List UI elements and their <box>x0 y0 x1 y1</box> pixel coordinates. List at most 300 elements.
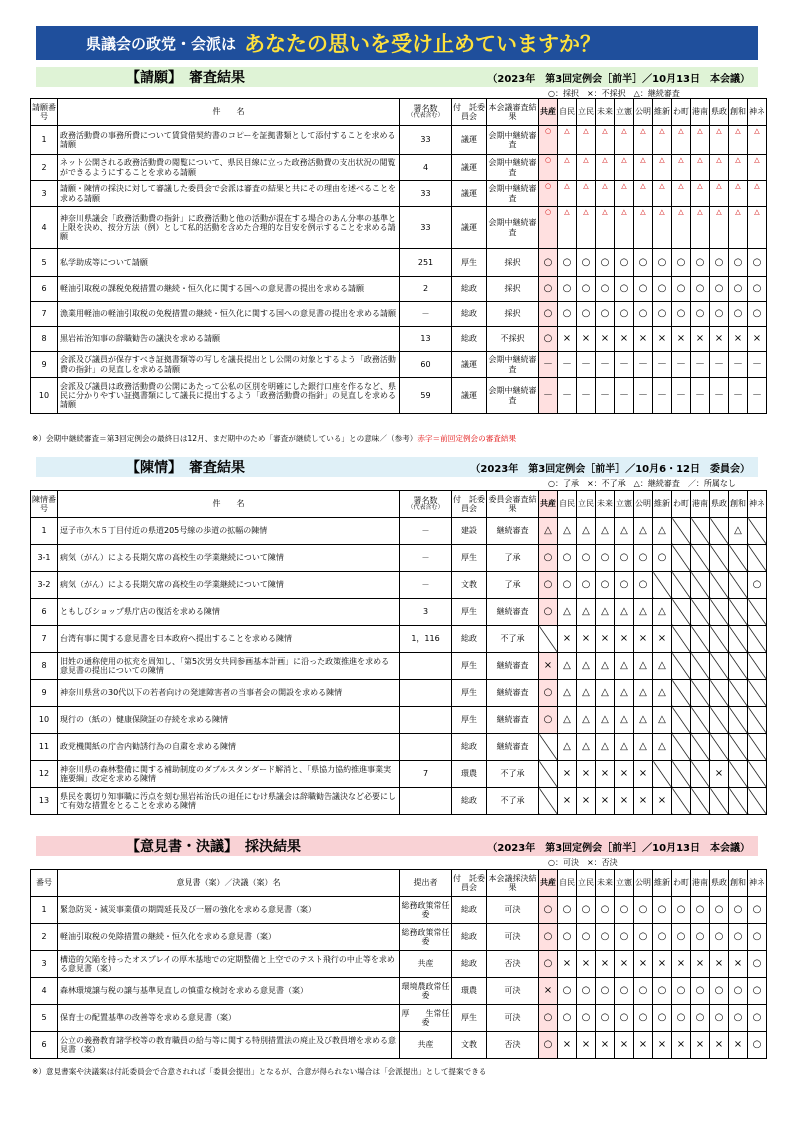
party-vote: ○ <box>729 897 748 924</box>
row-signatures: － <box>400 302 452 327</box>
banner-left-text: 県議会の政党・会派は <box>86 34 237 53</box>
party-vote: △ <box>596 207 615 249</box>
header-no: 番号 <box>31 870 58 897</box>
row-signatures: 60 <box>400 352 452 378</box>
party-vote: ○ <box>539 599 558 626</box>
party-vote <box>710 518 729 545</box>
party-vote: ○ <box>577 545 596 572</box>
party-vote: × <box>634 327 653 352</box>
party-vote: ○ <box>729 978 748 1005</box>
party-vote: △ <box>577 707 596 734</box>
party-vote: × <box>634 788 653 815</box>
row-committee: 厚生 <box>452 707 487 734</box>
party-vote <box>691 707 710 734</box>
table-row <box>31 599 767 626</box>
row-number: 9 <box>31 352 58 378</box>
party-vote: ○ <box>691 302 710 327</box>
row-signatures <box>400 707 452 734</box>
party-vote: ○ <box>539 249 558 277</box>
row-number: 1 <box>31 126 58 155</box>
opinion-session: （2023年 第3回定例会［前半］／10月13日 本会議） <box>487 842 750 854</box>
party-vote: ○ <box>653 1005 672 1032</box>
party-vote <box>729 734 748 761</box>
party-vote: ○ <box>615 302 634 327</box>
party-vote: △ <box>596 653 615 680</box>
row-title: 神奈川県の森林整備に関する補助制度のダブルスタンダード解消と、「県協力協約推進事業実施要綱」改定を求める陳情 <box>58 761 400 788</box>
row-number: 1 <box>31 897 58 924</box>
row-number: 8 <box>31 327 58 352</box>
party-vote: △ <box>634 181 653 207</box>
row-number: 4 <box>31 978 58 1005</box>
party-vote: ○ <box>672 277 691 302</box>
row-title: 公立の義務教育諸学校等の教育職員の給与等に関する特別措置法の廃止及び教員増を求める意見書（案） <box>58 1032 400 1059</box>
header-result: 委員会審査結果 <box>487 491 539 518</box>
party-vote: △ <box>691 181 710 207</box>
party-vote: － <box>748 378 767 414</box>
party-vote <box>748 545 767 572</box>
party-vote: × <box>577 788 596 815</box>
complaint-section-header <box>36 457 758 477</box>
party-vote <box>691 734 710 761</box>
party-vote: × <box>596 626 615 653</box>
party-vote: ○ <box>710 978 729 1005</box>
header-submitter: 提出者 <box>400 870 452 897</box>
party-vote <box>729 761 748 788</box>
row-signatures: 2 <box>400 277 452 302</box>
row-title: 緊急防災・減災事業債の期間延長及び一層の強化を求める意見書（案） <box>58 897 400 924</box>
party-vote: △ <box>691 155 710 181</box>
table-row <box>31 707 767 734</box>
party-vote: △ <box>634 126 653 155</box>
header-party: 立憲 <box>615 99 634 126</box>
row-result: 可決 <box>487 924 539 951</box>
party-vote: ○ <box>653 249 672 277</box>
party-vote: × <box>710 761 729 788</box>
party-vote <box>729 707 748 734</box>
row-committee: 環農 <box>452 761 487 788</box>
party-vote: △ <box>615 126 634 155</box>
party-vote: △ <box>558 207 577 249</box>
party-vote: ○ <box>748 1005 767 1032</box>
row-signatures: 3 <box>400 599 452 626</box>
party-vote: ○ <box>577 978 596 1005</box>
party-vote: △ <box>653 181 672 207</box>
party-vote: ○ <box>596 545 615 572</box>
party-vote <box>748 653 767 680</box>
row-result: 会期中継続審査 <box>487 352 539 378</box>
row-number: 4 <box>31 207 58 249</box>
party-vote <box>691 626 710 653</box>
party-vote: ○ <box>748 302 767 327</box>
party-vote: △ <box>672 155 691 181</box>
table-row <box>31 327 767 352</box>
party-vote: × <box>710 1032 729 1059</box>
row-committee: 厚生 <box>452 680 487 707</box>
party-vote: ○ <box>615 897 634 924</box>
row-signatures: 59 <box>400 378 452 414</box>
party-vote: △ <box>577 599 596 626</box>
table-row <box>31 978 767 1005</box>
complaint-table <box>30 490 767 815</box>
row-title: 軽油引取税の課税免税措置の継続・恒久化に関する国への意見書の提出を求める請願 <box>58 277 400 302</box>
header-committee: 付 託委員会 <box>452 99 487 126</box>
header-row <box>31 99 767 126</box>
party-vote: ○ <box>558 924 577 951</box>
party-vote: × <box>615 788 634 815</box>
row-signatures: 7 <box>400 761 452 788</box>
header-name: 件 名 <box>58 99 400 126</box>
table-row <box>31 545 767 572</box>
row-result: 了承 <box>487 545 539 572</box>
party-vote: ○ <box>558 897 577 924</box>
opinion-note: ※）意見書案や決議案は付託委員会で合意されれば「委員会提出」となるが、合意が得られない場合は「会派提出」として提案できる <box>32 1067 487 1076</box>
party-vote: × <box>615 327 634 352</box>
party-vote: × <box>558 951 577 978</box>
table-row <box>31 924 767 951</box>
row-result: 採択 <box>487 302 539 327</box>
party-vote <box>691 761 710 788</box>
party-vote: × <box>596 761 615 788</box>
party-vote: ○ <box>710 302 729 327</box>
party-vote: × <box>710 951 729 978</box>
party-vote: － <box>691 378 710 414</box>
party-vote: △ <box>634 155 653 181</box>
party-vote: △ <box>596 181 615 207</box>
party-vote: × <box>634 761 653 788</box>
party-vote: △ <box>558 599 577 626</box>
party-vote: △ <box>558 653 577 680</box>
party-vote: △ <box>653 207 672 249</box>
party-vote: ○ <box>691 249 710 277</box>
party-vote <box>539 761 558 788</box>
header-party: 共産 <box>539 99 558 126</box>
party-vote: × <box>558 761 577 788</box>
party-vote: ○ <box>577 572 596 599</box>
row-committee: 総政 <box>452 327 487 352</box>
row-committee: 議運 <box>452 155 487 181</box>
party-vote: ○ <box>558 249 577 277</box>
party-vote: △ <box>539 518 558 545</box>
header-party: 維新 <box>653 99 672 126</box>
table-row <box>31 1032 767 1059</box>
party-vote <box>710 788 729 815</box>
party-vote <box>748 761 767 788</box>
party-vote: △ <box>672 181 691 207</box>
party-vote: － <box>748 352 767 378</box>
row-committee: 総政 <box>452 277 487 302</box>
header-signatures <box>400 99 452 126</box>
party-vote: ○ <box>748 249 767 277</box>
row-title: 県民を裏切り知事職に汚点を刻む黒岩祐治氏の退任にむけ県議会は辞職勧告議決など必要にして有効な措置をとることを求める陳情 <box>58 788 400 815</box>
party-vote <box>539 626 558 653</box>
party-vote: ○ <box>615 545 634 572</box>
party-vote: △ <box>710 155 729 181</box>
header-party: 維新 <box>653 870 672 897</box>
table-row <box>31 277 767 302</box>
complaint-title: 【陳情】 審査結果 <box>126 460 245 476</box>
party-vote: － <box>672 352 691 378</box>
header-result: 本会議採決結果 <box>487 870 539 897</box>
complaint-legend: ○：了承 ×：不了承 △：継続審査 ／：所属なし <box>548 479 736 488</box>
table-row <box>31 897 767 924</box>
party-vote: × <box>596 327 615 352</box>
row-submitter: 環境農政常任委 <box>400 978 452 1005</box>
row-title: 旧姓の通称使用の拡充を周知し、「第5次男女共同参画基本計画」に沿った政策推進を求める意見書の提出についての陳情 <box>58 653 400 680</box>
party-vote: ○ <box>748 951 767 978</box>
header-party: 神ネ <box>748 491 767 518</box>
header-signatures-label: 署名数 <box>413 495 438 505</box>
row-result: 継続審査 <box>487 734 539 761</box>
row-title: 軽油引取税の免除措置の継続・恒久化を求める意見書（案） <box>58 924 400 951</box>
row-result: 会期中継続審査 <box>487 155 539 181</box>
party-vote: △ <box>634 653 653 680</box>
row-number: 2 <box>31 924 58 951</box>
row-title: 会派及び議員は政務活動費の公開にあたって公私の区別を明確にした銀行口座を作るなど、県民に分かりやすい証拠書類にして議長に提出するよう「政務活動費の指針」の見直しを求める請願 <box>58 378 400 414</box>
row-title: 神奈川県営の30代以下の若者向けの発達障害者の当事者会の開設を求める陳情 <box>58 680 400 707</box>
party-vote <box>748 680 767 707</box>
header-party: 公明 <box>634 870 653 897</box>
party-vote <box>672 788 691 815</box>
party-vote: △ <box>558 126 577 155</box>
party-vote <box>729 545 748 572</box>
party-vote: △ <box>653 734 672 761</box>
row-title: ネット公開される政務活動費の閲覧について、県民目線に立った政務活動費の支出状況の閲覧ができるようにすることを求める請願 <box>58 155 400 181</box>
header-name: 件 名 <box>58 491 400 518</box>
table-row <box>31 249 767 277</box>
party-vote: × <box>710 327 729 352</box>
party-vote: ○ <box>615 1005 634 1032</box>
row-signatures: － <box>400 572 452 599</box>
party-vote <box>729 788 748 815</box>
row-submitter: 総務政策常任委 <box>400 924 452 951</box>
party-vote: × <box>539 978 558 1005</box>
header-party: 港南 <box>691 99 710 126</box>
party-vote: △ <box>672 207 691 249</box>
party-vote: × <box>539 653 558 680</box>
row-title: 構造的欠陥を持ったオスプレイの厚木基地での定期整備と上空でのテスト飛行の中止等を求める意見書（案） <box>58 951 400 978</box>
header-party: 自民 <box>558 99 577 126</box>
party-vote <box>672 599 691 626</box>
party-vote <box>691 788 710 815</box>
row-number: 3 <box>31 181 58 207</box>
party-vote: ○ <box>615 924 634 951</box>
row-signatures: 1，116 <box>400 626 452 653</box>
party-vote: ○ <box>653 978 672 1005</box>
table-row <box>31 761 767 788</box>
party-vote: ○ <box>653 924 672 951</box>
party-vote: △ <box>577 207 596 249</box>
row-committee: 議運 <box>452 378 487 414</box>
party-vote: △ <box>558 518 577 545</box>
row-title: 漁業用軽油の軽油引取税の免税措置の継続・恒久化に関する国への意見書の提出を求める請願 <box>58 302 400 327</box>
party-vote: ○ <box>539 181 558 207</box>
party-vote <box>729 680 748 707</box>
party-vote <box>691 572 710 599</box>
row-result: 否決 <box>487 1032 539 1059</box>
party-vote: × <box>615 626 634 653</box>
header-party: わ町 <box>672 99 691 126</box>
header-party: 公明 <box>634 491 653 518</box>
row-number: 13 <box>31 788 58 815</box>
row-result: 不了承 <box>487 788 539 815</box>
row-signatures: 33 <box>400 181 452 207</box>
party-vote: △ <box>748 181 767 207</box>
party-vote: ○ <box>729 249 748 277</box>
party-vote <box>672 626 691 653</box>
party-vote: △ <box>558 181 577 207</box>
party-vote: ○ <box>539 207 558 249</box>
row-number: 2 <box>31 155 58 181</box>
party-vote: － <box>558 378 577 414</box>
party-vote <box>748 734 767 761</box>
header-party: 立民 <box>577 99 596 126</box>
page-banner <box>36 26 758 60</box>
party-vote: ○ <box>748 924 767 951</box>
row-number: 10 <box>31 707 58 734</box>
table-row <box>31 155 767 181</box>
table-row <box>31 653 767 680</box>
row-result: 了承 <box>487 572 539 599</box>
party-vote: ○ <box>710 249 729 277</box>
party-vote: △ <box>615 599 634 626</box>
row-result: 採択 <box>487 277 539 302</box>
party-vote: － <box>653 352 672 378</box>
party-vote: ○ <box>672 302 691 327</box>
opinion-section-header <box>36 836 758 856</box>
party-vote <box>710 653 729 680</box>
row-result: 会期中継続審査 <box>487 207 539 249</box>
party-vote: △ <box>577 155 596 181</box>
row-signatures: － <box>400 518 452 545</box>
table-row <box>31 126 767 155</box>
header-committee: 付 託委員会 <box>452 491 487 518</box>
petition-section-header <box>36 67 758 87</box>
party-vote: ○ <box>615 572 634 599</box>
row-number: 7 <box>31 626 58 653</box>
party-vote: △ <box>577 734 596 761</box>
party-vote: ○ <box>596 572 615 599</box>
party-vote: △ <box>691 126 710 155</box>
party-vote: ○ <box>710 924 729 951</box>
row-result: 否決 <box>487 951 539 978</box>
party-vote <box>691 680 710 707</box>
party-vote: ○ <box>653 545 672 572</box>
row-number: 3-2 <box>31 572 58 599</box>
party-vote: × <box>577 1032 596 1059</box>
row-signatures: 33 <box>400 126 452 155</box>
party-vote: × <box>729 1032 748 1059</box>
party-vote: △ <box>634 680 653 707</box>
header-result: 本会議審査結果 <box>487 99 539 126</box>
party-vote: ○ <box>691 1005 710 1032</box>
party-vote: ○ <box>634 978 653 1005</box>
party-vote: △ <box>596 155 615 181</box>
party-vote: × <box>596 1032 615 1059</box>
party-vote: － <box>596 378 615 414</box>
row-title: 会派及び議員が保存すべき証拠書類等の写しを議長提出とし公開の対象とするよう「政務活動費の指針」の見直しを求める請願 <box>58 352 400 378</box>
row-result: 会期中継続審査 <box>487 378 539 414</box>
party-vote: △ <box>653 680 672 707</box>
party-vote: ○ <box>558 277 577 302</box>
party-vote: △ <box>615 155 634 181</box>
party-vote: ○ <box>577 249 596 277</box>
party-vote: × <box>634 1032 653 1059</box>
party-vote: ○ <box>596 1005 615 1032</box>
party-vote <box>672 545 691 572</box>
party-vote: △ <box>558 155 577 181</box>
party-vote <box>539 788 558 815</box>
party-vote: × <box>615 951 634 978</box>
table-row <box>31 680 767 707</box>
party-vote <box>729 572 748 599</box>
row-committee: 厚生 <box>452 545 487 572</box>
party-vote: ○ <box>539 126 558 155</box>
party-vote: △ <box>653 653 672 680</box>
header-signatures-sub: （代表含む） <box>407 504 444 512</box>
party-vote: ○ <box>596 277 615 302</box>
header-party: 未来 <box>596 99 615 126</box>
party-vote: △ <box>748 126 767 155</box>
party-vote: △ <box>653 707 672 734</box>
party-vote: ○ <box>577 1005 596 1032</box>
party-vote: ○ <box>691 897 710 924</box>
party-vote <box>672 707 691 734</box>
row-committee: 環農 <box>452 978 487 1005</box>
table-row <box>31 378 767 414</box>
party-vote: △ <box>596 518 615 545</box>
petition-legend: ○：採択 ×：不採択 △：継続審査 <box>548 89 680 98</box>
party-vote: ○ <box>596 924 615 951</box>
party-vote: △ <box>577 181 596 207</box>
table-row <box>31 518 767 545</box>
party-vote <box>691 653 710 680</box>
party-vote: ○ <box>691 924 710 951</box>
party-vote: ○ <box>596 249 615 277</box>
row-number: 8 <box>31 653 58 680</box>
opinion-table <box>30 869 767 1059</box>
header-signatures-sub: （代表含む） <box>407 112 444 120</box>
party-vote: ○ <box>539 1032 558 1059</box>
party-vote <box>710 572 729 599</box>
party-vote: ○ <box>558 545 577 572</box>
party-vote <box>653 761 672 788</box>
party-vote: △ <box>558 734 577 761</box>
petition-table <box>30 98 767 414</box>
header-no: 陳情番号 <box>31 491 58 518</box>
party-vote: △ <box>615 707 634 734</box>
party-vote: － <box>729 378 748 414</box>
row-signatures: 13 <box>400 327 452 352</box>
party-vote: ○ <box>672 249 691 277</box>
row-title: 政党機関紙の庁舎内勧誘行為の自粛を求める陳情 <box>58 734 400 761</box>
party-vote <box>539 734 558 761</box>
party-vote: × <box>558 1032 577 1059</box>
party-vote: ○ <box>710 897 729 924</box>
petition-note <box>32 433 516 444</box>
table-row <box>31 207 767 249</box>
row-committee: 議運 <box>452 352 487 378</box>
party-vote: ○ <box>577 924 596 951</box>
row-signatures: 33 <box>400 207 452 249</box>
party-vote: × <box>577 761 596 788</box>
party-vote <box>748 707 767 734</box>
row-submitter: 総務政策常任委 <box>400 897 452 924</box>
party-vote: × <box>558 788 577 815</box>
party-vote: × <box>615 761 634 788</box>
party-vote: ○ <box>634 302 653 327</box>
header-party: 創和 <box>729 99 748 126</box>
party-vote: ○ <box>634 1005 653 1032</box>
